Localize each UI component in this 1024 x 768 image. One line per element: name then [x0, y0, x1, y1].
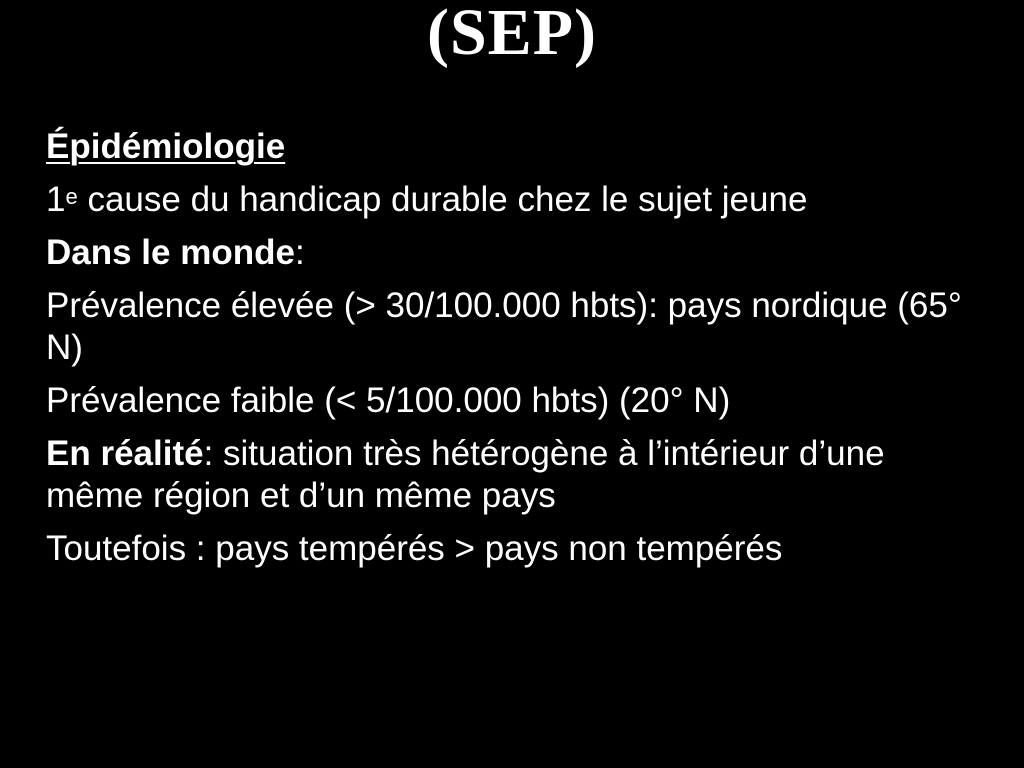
bullet-high-prevalence: Prévalence élevée (> 30/100.000 hbts): pays nordique (65° N)	[46, 286, 962, 367]
world-label: Dans le monde	[46, 233, 295, 272]
section-heading: Épidémiologie	[46, 127, 286, 166]
bullet-however: Toutefois : pays tempérés > pays non tempérés	[46, 529, 783, 568]
reality-text: : situation très hétérogène à l’intérieur d’une même région et d’un même pays	[46, 434, 885, 515]
bullet-world	[46, 232, 986, 274]
slide-body	[46, 126, 986, 581]
leading-cause-text: cause du handicap durable chez le sujet jeune	[77, 180, 808, 219]
ordinal-superscript: e	[65, 184, 78, 209]
slide-title	[0, 0, 1024, 78]
bullet-reality	[46, 433, 986, 517]
reality-label: En réalité	[46, 434, 204, 473]
bullet-low-prevalence: Prévalence faible (< 5/100.000 hbts) (20° N)	[46, 381, 731, 420]
bullet-leading-cause	[46, 179, 986, 221]
world-colon: :	[294, 233, 305, 272]
ordinal-number: 1	[46, 180, 66, 219]
title-abbreviation: (SEP)	[427, 0, 597, 69]
